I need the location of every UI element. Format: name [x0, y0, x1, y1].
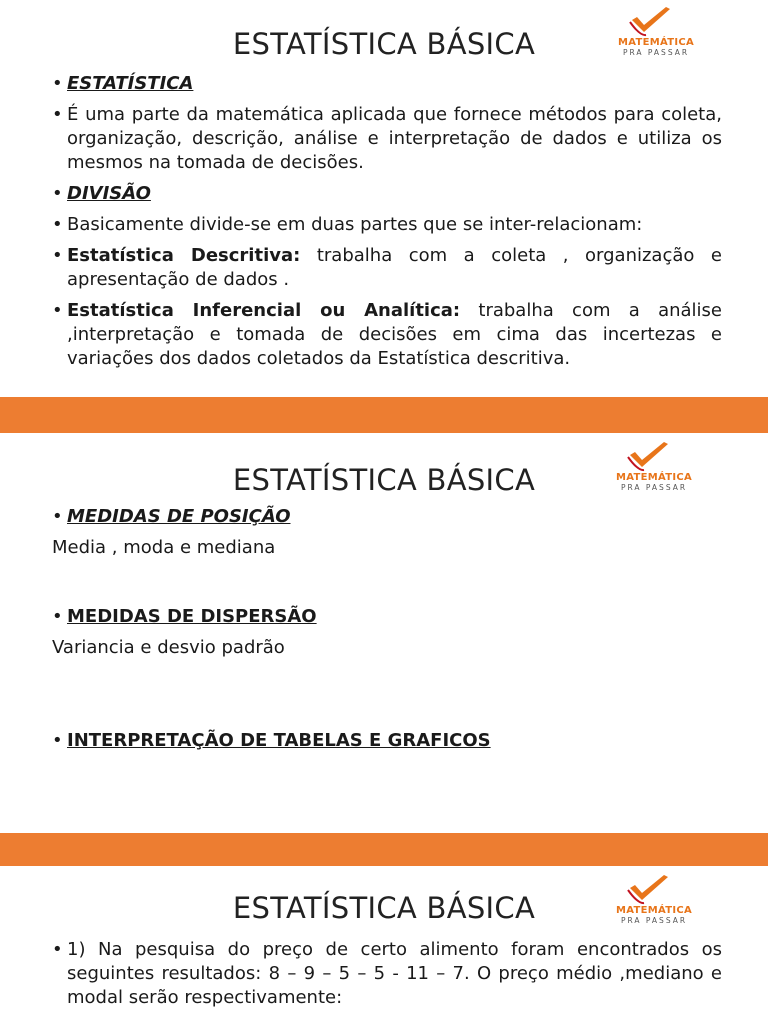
logo-line1: MATEMÁTICA — [615, 472, 693, 483]
logo — [608, 6, 704, 56]
bullet-inferential: • Estatística Inferencial ou Analítica: trabalha com a análise ,interpretação e tomada de decisões em cima das incertezas e variações dos dados coletados da Estatística descritiva. — [52, 299, 722, 371]
slide-title: ESTATÍSTICA BÁSICA — [232, 891, 536, 925]
slide-body — [52, 505, 722, 760]
bullet-heading: • DIVISÃO — [52, 182, 722, 206]
logo — [606, 441, 702, 491]
checkmark-icon — [626, 6, 676, 38]
bullet-heading: • MEDIDAS DE POSIÇÃO — [52, 505, 722, 529]
bullet-paragraph: • É uma parte da matemática aplicada que fornece métodos para coleta, organização, descrição, análise e interpretação de dados e utiliza os mesmos na tomada de decisões. — [52, 103, 722, 175]
bullet-heading: • ESTATÍSTICA — [52, 72, 722, 96]
slide-divider — [0, 397, 768, 433]
logo — [606, 874, 702, 924]
slide-title: ESTATÍSTICA BÁSICA — [232, 27, 536, 61]
slide-1 — [0, 0, 768, 397]
body-text: Media , moda e mediana — [52, 537, 276, 558]
slide-divider — [0, 833, 768, 866]
checkmark-icon — [624, 441, 674, 473]
bullet-descriptive: • Estatística Descritiva: trabalha com a coleta , organização e apresentação de dados . — [52, 244, 722, 292]
slide-body — [52, 938, 722, 1017]
slide-2 — [0, 433, 768, 833]
logo-line2: PRA PASSAR — [620, 916, 688, 925]
body-text: Variancia e desvio padrão — [52, 637, 285, 658]
slide-body — [52, 72, 722, 378]
bullet-paragraph: • Basicamente divide-se em duas partes que se inter-relacionam: — [52, 213, 722, 237]
logo-line2: PRA PASSAR — [622, 48, 690, 57]
logo-line1: MATEMÁTICA — [615, 905, 693, 916]
checkmark-icon — [624, 874, 674, 906]
bullet-heading: • MEDIDAS DE DISPERSÃO — [52, 605, 722, 629]
bullet-question: • 1) Na pesquisa do preço de certo alimento foram encontrados os seguintes resultados: 8 – 9 – 5 – 5 - 11 – 7. O preço médio ,mediano e modal serão respectivamente: — [52, 938, 722, 1010]
logo-line1: MATEMÁTICA — [617, 37, 695, 48]
logo-line2: PRA PASSAR — [620, 483, 688, 492]
slide-3 — [0, 866, 768, 1024]
bullet-heading: • INTERPRETAÇÃO DE TABELAS E GRAFICOS — [52, 729, 722, 753]
slide-title: ESTATÍSTICA BÁSICA — [232, 463, 536, 497]
